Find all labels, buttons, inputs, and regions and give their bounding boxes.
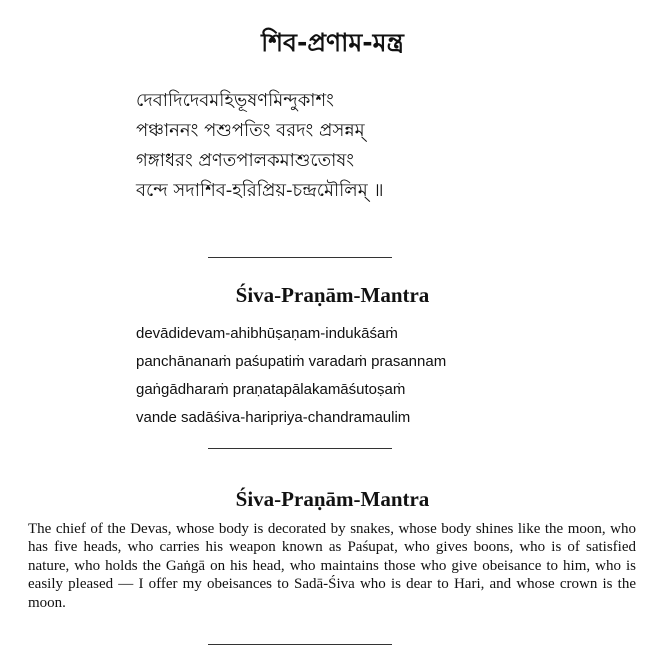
translation-title: Śiva-Praṇām-Mantra <box>235 487 430 511</box>
transliteration-line: devādidevam-ahibhūṣaṇam-indukāśaṁ <box>136 325 398 342</box>
section-divider <box>208 257 392 258</box>
transliteration-line: vande sadāśiva-haripriya-chandramaulim <box>136 409 411 426</box>
bengali-verses <box>136 86 636 206</box>
translation-paragraph: The chief of the Devas, whose body is decorated by snakes, whose body shines like the moon, who has five heads, who carries his weapon known as Paśupat, who gives boons, who is of satisfied nature, who holds the Gaṅgā on his head, who maintains those who give obeisance to him, who is easily pleased — I offer my obeisances to Sadā-Śiva who is dear to Hari, and whose crown is the moon. <box>28 521 636 611</box>
section-divider <box>208 448 392 449</box>
transliteration-line: gaṅgādharaṁ praṇatapālakamāśutoṣaṁ <box>136 381 406 398</box>
bengali-verse-line: বন্দে সদাশিব-হরিপ্রিয়-চন্দ্রমৌলিম্ ॥ <box>136 180 384 201</box>
bengali-verse-line: দেবাদিদেবমহিভূষণমিন্দুকাশং <box>136 90 334 111</box>
bengali-title: শিব-প্রণাম-মন্ত্র <box>261 28 404 57</box>
section-divider <box>208 644 392 645</box>
bengali-verse-line: পঞ্চাননং পশুপতিং বরদং প্রসন্নম্ <box>136 120 365 141</box>
transliteration-title: Śiva-Praṇām-Mantra <box>235 283 430 307</box>
transliteration-line: panchānanaṁ paśupatiṁ varadaṁ prasannam <box>136 353 447 370</box>
transliteration-lines <box>136 320 636 432</box>
bengali-verse-line: গঙ্গাধরং প্রণতপালকমাশুতোষং <box>136 150 355 171</box>
